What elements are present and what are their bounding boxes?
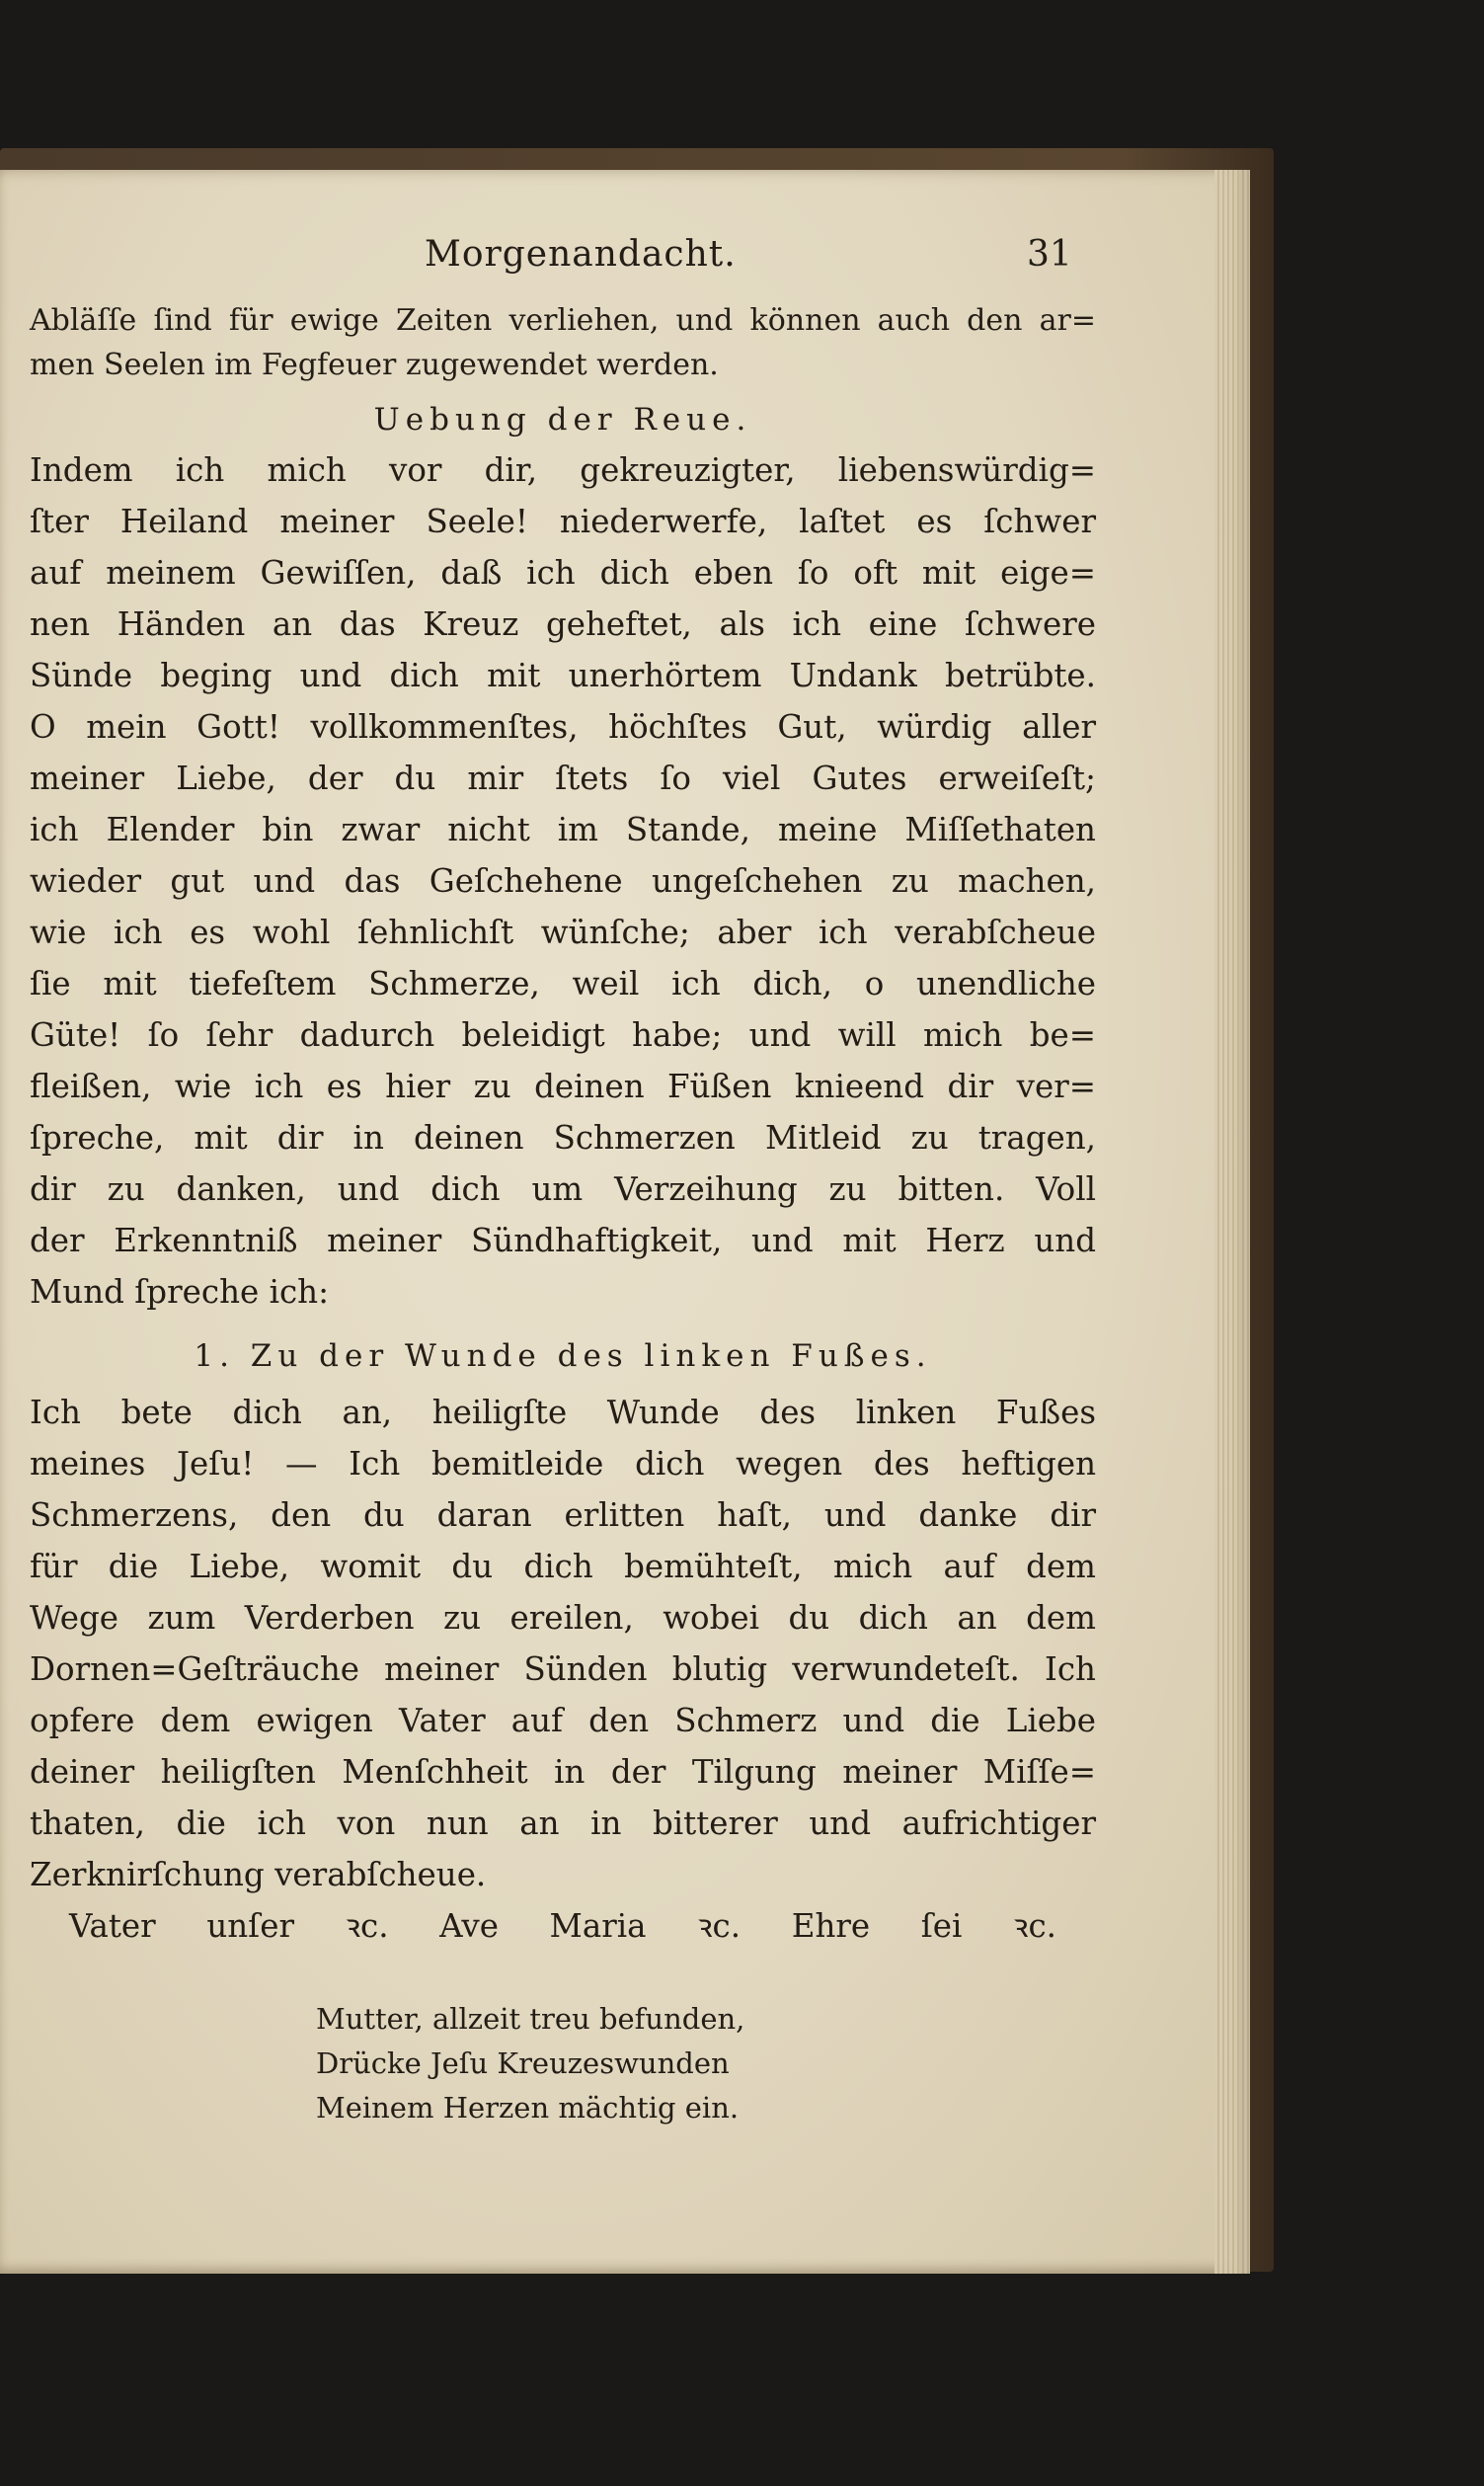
body-line: wie ich es wohl ſehnlichſt wünſche; aber ich verabſcheue [30,914,1096,951]
body-line: thaten, die ich von nun an in bitterer und aufrichtiger [30,1804,1096,1842]
intro-line: Abläſſe ſind für ewige Zeiten verliehen, und können auch den ar= [30,303,1096,338]
body-line: opfere dem ewigen Vater auf den Schmerz und die Liebe [30,1702,1096,1739]
book-page [0,170,1239,2274]
page-text [30,298,1096,1952]
running-head [0,234,1239,283]
intro-line: men Seelen im Fegfeuer zugewendet werden. [30,348,719,382]
prayer-line: Vater unſer ꝛc. Ave Maria ꝛc. Ehre ſei ꝛc. [69,1907,1056,1945]
body-line: der Erkenntniß meiner Sündhaftigkeit, und mit Herz und [30,1222,1096,1259]
body-line: Dornen=Geſträuche meiner Sünden blutig verwundeteſt. Ich [30,1650,1096,1688]
body-line: meines Jeſu! — Ich bemitleide dich wegen des heftigen [30,1445,1096,1483]
page-edge [1214,170,1250,2274]
section-heading-reue: Uebung der Reue. [373,402,752,438]
body-line: ſpreche, mit dir in deinen Schmerzen Mitleid zu tragen, [30,1119,1096,1157]
body-line: wieder gut und das Geſchehene ungeſchehen zu machen, [30,862,1096,900]
body-line: ſie mit tiefeſtem Schmerze, weil ich dich, o unendliche [30,965,1096,1002]
body-line: auf meinem Gewiſſen, daß ich dich eben ſo oft mit eige= [30,554,1096,592]
body-line: O mein Gott! vollkommenſtes, höchſtes Gut, würdig aller [30,708,1096,746]
body-line: Zerknirſchung verabſcheue. [30,1856,487,1893]
page-number: 31 [1027,234,1072,275]
verse-line: Meinem Herzen mächtig ein. [316,2091,740,2125]
body-line: Indem ich mich vor dir, gekreuzigter, liebenswürdig= [30,451,1096,489]
verse-line: Drücke Jeſu Kreuzeswunden [316,2046,730,2080]
verse-block [316,1997,849,2130]
body-line: ich Elender bin zwar nicht im Stande, meine Miſſethaten [30,811,1096,848]
body-line: nen Händen an das Kreuz geheftet, als ich eine ſchwere [30,605,1096,643]
running-title: Morgenandacht. [425,234,737,275]
verse-line: Mutter, allzeit treu befunden, [316,2002,745,2036]
body-line: für die Liebe, womit du dich bemühteſt, mich auf dem [30,1548,1096,1585]
body-line: Güte! ſo ſehr dadurch beleidigt habe; und will mich be= [30,1016,1096,1054]
body-line: fleißen, wie ich es hier zu deinen Füßen knieend dir ver= [30,1068,1096,1105]
body-line: Sünde beging und dich mit unerhörtem Undank betrübte. [30,657,1096,694]
body-line: Mund ſpreche ich: [30,1273,330,1311]
body-line: dir zu danken, und dich um Verzeihung zu bitten. Voll [30,1170,1096,1208]
body-line: Schmerzens, den du daran erlitten haſt, und danke dir [30,1496,1096,1534]
body-line: meiner Liebe, der du mir ſtets ſo viel Gutes erweiſeſt; [30,760,1096,797]
body-line: Wege zum Verderben zu ereilen, wobei du dich an dem [30,1599,1096,1637]
body-line: ſter Heiland meiner Seele! niederwerfe, laſtet es ſchwer [30,503,1096,540]
body-line: Ich bete dich an, heiligſte Wunde des linken Fußes [30,1394,1096,1431]
body-line: deiner heiligſten Menſchheit in der Tilgung meiner Miſſe= [30,1753,1096,1791]
section-heading-wunde: 1. Zu der Wunde des linken Fußes. [194,1338,932,1374]
